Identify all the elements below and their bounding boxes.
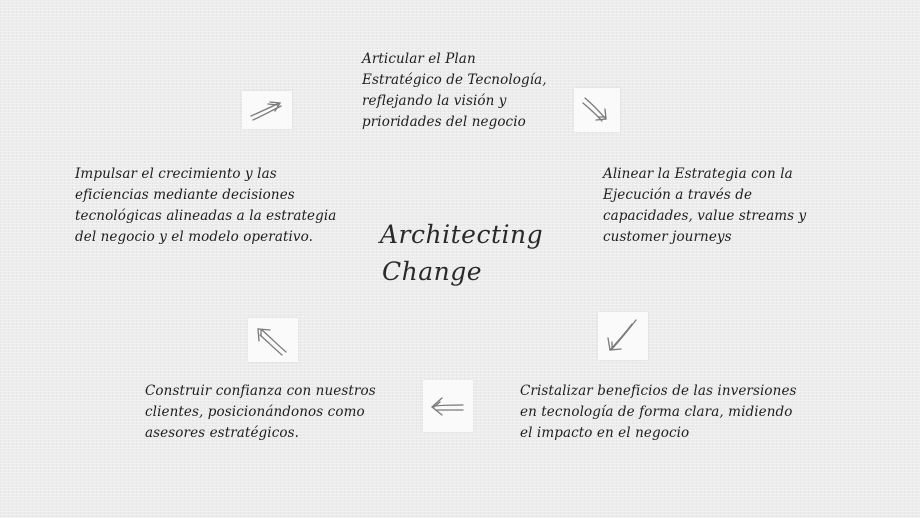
step-construir-line: clientes, posicionándonos como bbox=[145, 404, 365, 420]
step-impulsar-line: Impulsar el crecimiento y las bbox=[75, 166, 277, 182]
step-construir-line: Construir confianza con nuestros bbox=[145, 383, 376, 399]
step-construir bbox=[145, 381, 376, 444]
step-cristalizar bbox=[520, 381, 797, 444]
step-alinear-line: capacidades, value streams y bbox=[603, 208, 807, 224]
step-cristalizar-line: Cristalizar beneficios de las inversiones bbox=[520, 383, 797, 399]
step-alinear-line: Ejecución a través de bbox=[603, 187, 753, 203]
center-title bbox=[380, 216, 543, 290]
step-impulsar-line: del negocio y el modelo operativo. bbox=[75, 229, 314, 245]
arrow-down-right-icon bbox=[574, 88, 620, 132]
arrow-up-right-icon bbox=[242, 91, 292, 129]
step-alinear-line: customer journeys bbox=[603, 229, 732, 245]
step-articular-line: Estratégico de Tecnología, bbox=[362, 72, 547, 88]
step-articular-line: reflejando la visión y bbox=[362, 93, 507, 109]
step-impulsar-line: tecnológicas alineadas a la estrategia bbox=[75, 208, 337, 224]
center-title-line: Change bbox=[382, 257, 483, 286]
step-articular bbox=[362, 49, 547, 133]
step-cristalizar-line: en tecnología de forma clara, midiendo bbox=[520, 404, 793, 420]
step-alinear-line: Alinear la Estrategia con la bbox=[603, 166, 793, 182]
step-impulsar-line: eficiencias mediante decisiones bbox=[75, 187, 295, 203]
step-construir-line: asesores estratégicos. bbox=[145, 425, 300, 441]
step-alinear bbox=[603, 164, 806, 248]
step-impulsar bbox=[75, 164, 336, 248]
center-title-line: Architecting bbox=[380, 220, 544, 249]
arrow-down-left-icon bbox=[598, 312, 648, 360]
step-articular-line: prioridades del negocio bbox=[362, 114, 526, 130]
step-cristalizar-line: el impacto en el negocio bbox=[520, 425, 690, 441]
arrow-left-icon bbox=[423, 380, 473, 432]
arrow-up-left-icon bbox=[248, 318, 298, 362]
step-articular-line: Articular el Plan bbox=[362, 51, 476, 67]
